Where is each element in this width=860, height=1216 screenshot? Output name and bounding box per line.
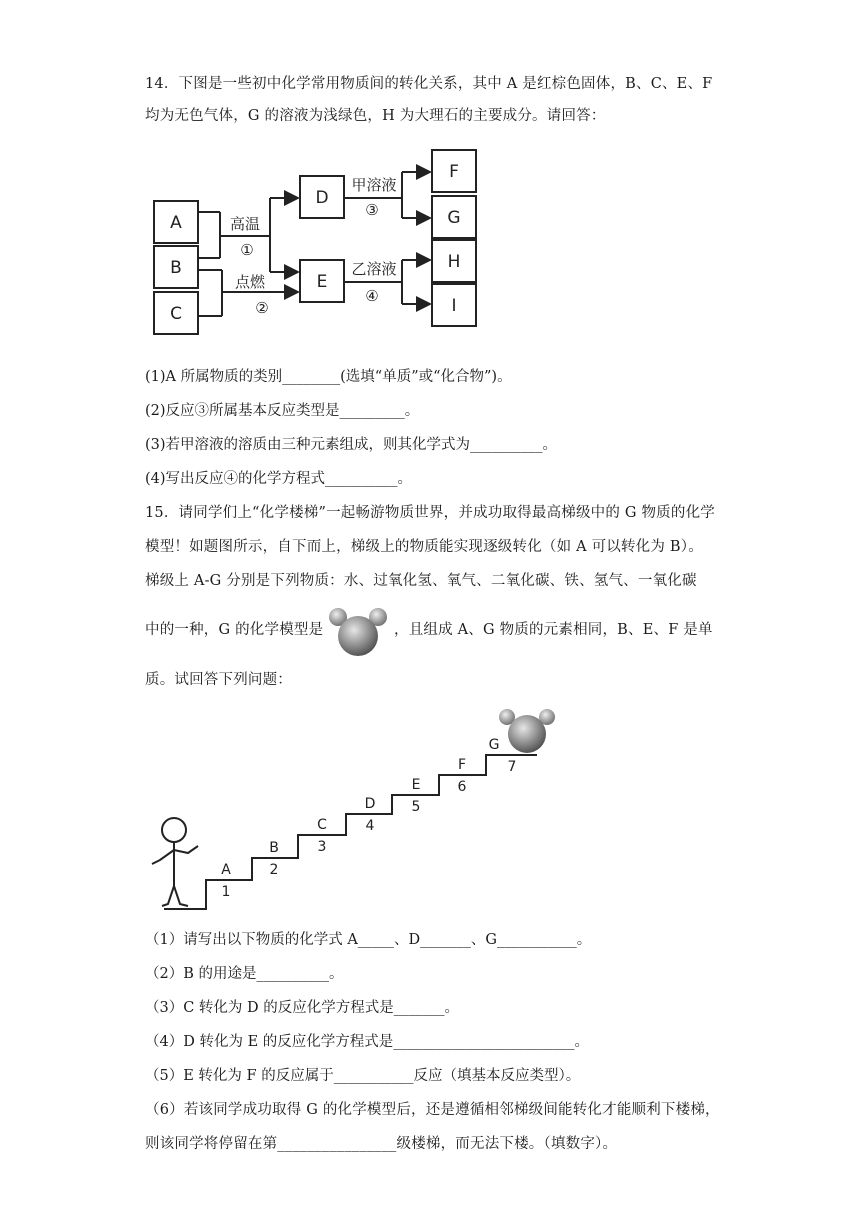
q15-stem-line5: 质。试回答下列问题： bbox=[145, 672, 292, 688]
q14-sub2: (2)反应③所属基本反应类型是_________。 bbox=[145, 403, 420, 419]
q15-stem-line1: 15．请同学们上“化学楼梯”一起畅游物质世界，并成功取得最高梯级中的 G 物质的化学 bbox=[145, 505, 715, 521]
cond1-top: 高温 bbox=[229, 215, 261, 233]
stair-letter-b: B bbox=[269, 840, 279, 856]
stair-letter-f: F bbox=[457, 757, 467, 773]
stair-number-7: 7 bbox=[507, 759, 517, 775]
q15-sub2: （2）B 的用途是__________。 bbox=[145, 966, 344, 982]
box-c-label: C bbox=[170, 304, 182, 324]
q15-sub3: （3）C 转化为 D 的反应化学方程式是_______。 bbox=[145, 1000, 460, 1016]
stair-number-5: 5 bbox=[411, 799, 421, 815]
stair-letter-c: C bbox=[317, 817, 327, 833]
q14-sub1: (1)A 所属物质的类别________(选填“单质”或“化合物”)。 bbox=[145, 369, 512, 385]
g-model-icon bbox=[328, 606, 388, 658]
q15-sub6-line1: （6）若该同学成功取得 G 的化学模型后，还是遵循相邻梯级间能转化才能顺利下楼梯， bbox=[145, 1102, 720, 1118]
stair-letter-d: D bbox=[364, 796, 376, 812]
box-e-label: E bbox=[316, 272, 328, 292]
stair-number-1: 1 bbox=[221, 884, 231, 900]
q15-stem-line4b: ，且组成 A、G 物质的元素相同，B、E、F 是单 bbox=[394, 622, 713, 638]
stair-letter-a: A bbox=[221, 862, 231, 878]
cond3-num: ③ bbox=[365, 201, 379, 219]
cond2-num: ② bbox=[255, 299, 269, 317]
stair-letter-g: G bbox=[488, 737, 500, 753]
q14-sub3: (3)若甲溶液的溶质由三种元素组成，则其化学式为__________。 bbox=[145, 437, 558, 453]
q14-stem-line1: 14．下图是一些初中化学常用物质间的转化关系，其中 A 是红棕色固体，B、C、E、F bbox=[145, 76, 713, 92]
box-b-label: B bbox=[170, 258, 182, 278]
q15-sub1: （1）请写出以下物质的化学式 A_____、D_______、G___________。 bbox=[145, 932, 592, 948]
staircase bbox=[164, 755, 537, 909]
q15-stairs-diagram bbox=[142, 700, 562, 915]
box-h-label: H bbox=[447, 252, 461, 272]
box-f-label: F bbox=[449, 162, 459, 182]
box-a-label: A bbox=[170, 213, 182, 233]
cond4-num: ④ bbox=[365, 287, 379, 305]
box-g-label: G bbox=[447, 208, 461, 228]
q14-sub4: (4)写出反应④的化学方程式__________。 bbox=[145, 471, 413, 487]
q15-sub4: （4）D 转化为 E 的反应化学方程式是_________________________。 bbox=[145, 1034, 590, 1050]
q14-stem-line2: 均为无色气体，G 的溶液为浅绿色，H 为大理石的主要成分。请回答： bbox=[145, 108, 606, 124]
stair-number-4: 4 bbox=[365, 818, 375, 834]
student-figure bbox=[152, 818, 198, 906]
stair-number-2: 2 bbox=[269, 862, 279, 878]
box-d-label: D bbox=[315, 188, 329, 208]
box-i-label: I bbox=[451, 296, 457, 316]
q15-stem-line3: 梯级上 A-G 分别是下列物质：水、过氧化氢、氧气、二氧化碳、铁、氢气、一氧化碳 bbox=[145, 573, 697, 589]
stair-letter-e: E bbox=[411, 777, 421, 793]
stair-number-6: 6 bbox=[457, 779, 467, 795]
cond4-top: 乙溶液 bbox=[351, 260, 397, 278]
q15-sub6-line2: 则该同学将停留在第________________级楼梯，而无法下楼。（填数字）。 bbox=[145, 1136, 618, 1152]
cond2-top: 点燃 bbox=[234, 273, 266, 291]
q14-flow-diagram bbox=[150, 146, 490, 342]
cond1-num: ① bbox=[240, 241, 254, 259]
q15-stem-line4a: 中的一种，G 的化学模型是 bbox=[145, 622, 324, 638]
q15-stem-line2: 模型！如题图所示，自下而上，梯级上的物质能实现逐级转化（如 A 可以转化为 B）。 bbox=[145, 539, 703, 555]
stairs-g-model-icon bbox=[499, 709, 555, 753]
stair-number-3: 3 bbox=[317, 839, 327, 855]
cond3-top: 甲溶液 bbox=[351, 176, 397, 194]
q15-sub5: （5）E 转化为 F 的反应属于___________反应（填基本反应类型）。 bbox=[145, 1068, 581, 1084]
